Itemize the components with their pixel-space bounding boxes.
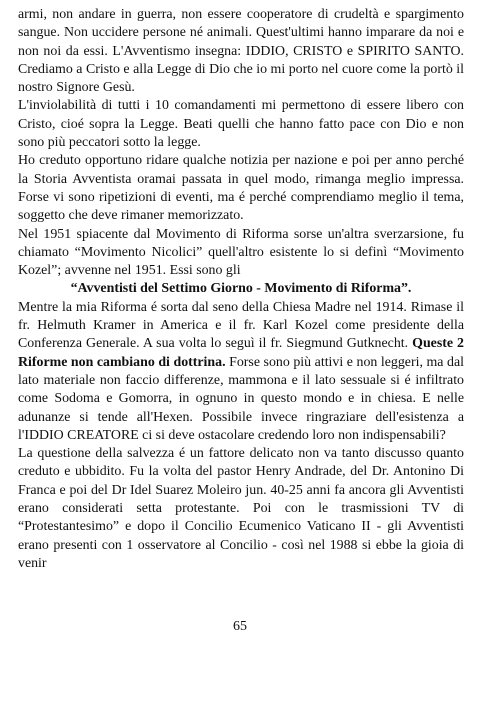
paragraph-6: La questione della salvezza é un fattore delicato non va tanto discusso quanto creduto e ubbidito. Fu la volta del pastor Henry Andrade, del Dr. Antonino Di Franca e poi del Dr Idel Suarez Moleiro jun. 40-25 anni fa ancora gli Avventisti erano considerati setta protestante. Poi con le trasmissioni TV di “Protestantesimo” e dopo il Concilio Ecumenico Vaticano II - gli Avventisti erano presenti con 1 osservatore al Concilio - così nel 1988 si ebbe la gioia di venir bbox=[18, 446, 464, 571]
paragraph-3: Ho creduto opportuno ridare qualche notizia per nazione e poi per anno perché la Storia Avventista oramai passata in quel modo, rimanga meglio impressa. Forse vi sono ripetizioni di eventi, ma é perché comprendiamo meglio il tema, soggetto che deve rimaner memorizzato. bbox=[18, 153, 464, 224]
paragraph-5-bold-statement: Queste 2 Riforme non cambiano di dottrina. bbox=[18, 336, 465, 370]
paragraph-4: Nel 1951 spiacente dal Movimento di Riforma sorse un'altra sverzarsione, fu chiamato “Movimento Nicolici” quell'altro esistente lo si definì “Movimento Kozel”; avvenne nel 1951. Essi sono gli bbox=[18, 226, 464, 279]
paragraph-5-text-start: Mentre la mia Riforma é sorta dal seno della Chiesa Madre nel 1914. Rimase il fr. Helmuth Kramer in America e il fr. Karl Kozel come presidente della Conferenza Generale. A sua volta lo seguì il fr. Siegmund Gutknecht. bbox=[18, 299, 464, 352]
section-heading: “Avventisti del Settimo Giorno - Movimento di Riforma”. bbox=[70, 281, 412, 297]
paragraph-2: L'inviolabilità di tutti i 10 comandamenti mi permettono di essere libero con Cristo, cioé sopra la Legge. Beati quelli che hanno fatto pace con Dio e non sono più peccatori sotto la legge. bbox=[18, 98, 464, 151]
paragraph-5-text-end: Forse sono più attivi e non leggeri, ma dal lato materiale non faccio differenze, mammona e il lato sessuale si é infiltrato come Sodoma e Gomorra, in ognuno in questo mondo e in chiesa. E nelle adunanze si tende all'Hexen. Possibile invece ringraziare dell'esistenza a l'IDDIO CREATORE ci si deve ostacolare credendo loro non indispensabili? bbox=[18, 354, 464, 443]
paragraph-5 bbox=[18, 299, 464, 445]
document-page bbox=[18, 6, 464, 573]
page-number: 65 bbox=[233, 619, 247, 634]
paragraph-1: armi, non andare in guerra, non essere cooperatore di crudeltà e spargimento sangue. Non uccidere persone né animali. Quest'ultimi hanno imparare da noi e non noi da essi. L'Avventismo insegna: IDDIO, CRISTO e SPIRITO SANTO. Crediamo a Cristo e alla Legge di Dio che io mi porto nel cuore come la portò il nostro Signore Gesù. bbox=[18, 7, 464, 96]
